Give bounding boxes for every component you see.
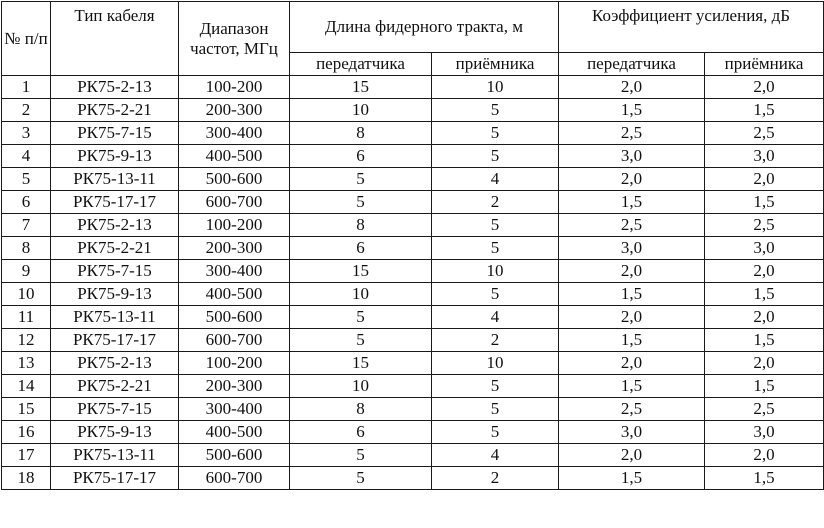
cell-gain-receiver: 2,0 — [705, 444, 824, 467]
cell-gain-receiver: 1,5 — [705, 283, 824, 306]
table-header — [2, 2, 824, 76]
cell-gain-transmitter: 2,0 — [559, 352, 705, 375]
cell-length-transmitter: 5 — [290, 306, 432, 329]
cell-num: 12 — [2, 329, 51, 352]
cell-cable-type: РК75-13-11 — [51, 168, 179, 191]
cell-length-receiver: 2 — [432, 329, 559, 352]
header-feeder-length: Длина фидерного тракта, м — [290, 2, 559, 53]
table-row — [2, 329, 824, 352]
cell-freq-range: 300-400 — [179, 122, 290, 145]
cell-freq-range: 500-600 — [179, 444, 290, 467]
cell-length-transmitter: 15 — [290, 352, 432, 375]
table-row — [2, 76, 824, 99]
cell-num: 7 — [2, 214, 51, 237]
table-row — [2, 99, 824, 122]
cell-gain-transmitter: 1,5 — [559, 375, 705, 398]
cell-cable-type: РК75-2-21 — [51, 237, 179, 260]
cell-length-receiver: 5 — [432, 145, 559, 168]
cell-cable-type: РК75-17-17 — [51, 191, 179, 214]
cell-num: 16 — [2, 421, 51, 444]
cell-num: 5 — [2, 168, 51, 191]
cell-cable-type: РК75-17-17 — [51, 467, 179, 490]
cell-gain-transmitter: 1,5 — [559, 191, 705, 214]
cell-num: 11 — [2, 306, 51, 329]
table-row — [2, 375, 824, 398]
cell-freq-range: 100-200 — [179, 214, 290, 237]
cell-cable-type: РК75-9-13 — [51, 421, 179, 444]
cell-gain-transmitter: 1,5 — [559, 329, 705, 352]
cell-length-transmitter: 10 — [290, 283, 432, 306]
cell-cable-type: РК75-17-17 — [51, 329, 179, 352]
cell-cable-type: РК75-9-13 — [51, 283, 179, 306]
cell-gain-transmitter: 1,5 — [559, 283, 705, 306]
cell-freq-range: 400-500 — [179, 421, 290, 444]
cable-parameters-table — [1, 1, 824, 490]
cell-gain-receiver: 1,5 — [705, 375, 824, 398]
header-gain-receiver: приёмника — [705, 53, 824, 76]
table-row — [2, 398, 824, 421]
cell-cable-type: РК75-9-13 — [51, 145, 179, 168]
cell-length-receiver: 10 — [432, 76, 559, 99]
header-num: № п/п — [2, 2, 51, 76]
cell-freq-range: 200-300 — [179, 237, 290, 260]
cell-length-receiver: 5 — [432, 283, 559, 306]
cell-gain-receiver: 3,0 — [705, 145, 824, 168]
cell-gain-transmitter: 1,5 — [559, 467, 705, 490]
cell-length-transmitter: 5 — [290, 191, 432, 214]
header-length-receiver: приёмника — [432, 53, 559, 76]
cell-num: 15 — [2, 398, 51, 421]
cell-cable-type: РК75-13-11 — [51, 306, 179, 329]
header-gain-transmitter: передатчика — [559, 53, 705, 76]
cell-freq-range: 300-400 — [179, 398, 290, 421]
cell-gain-receiver: 3,0 — [705, 421, 824, 444]
cell-length-receiver: 5 — [432, 99, 559, 122]
header-freq-range: Диапазон частот, МГц — [179, 2, 290, 76]
cell-length-transmitter: 5 — [290, 467, 432, 490]
cell-num: 10 — [2, 283, 51, 306]
cell-gain-receiver: 2,5 — [705, 398, 824, 421]
cell-num: 9 — [2, 260, 51, 283]
cell-freq-range: 100-200 — [179, 352, 290, 375]
cell-length-transmitter: 10 — [290, 375, 432, 398]
header-cable-type: Тип кабеля — [51, 2, 179, 76]
cell-gain-receiver: 1,5 — [705, 99, 824, 122]
cell-gain-transmitter: 2,0 — [559, 260, 705, 283]
cell-gain-transmitter: 2,0 — [559, 76, 705, 99]
table-row — [2, 306, 824, 329]
cell-length-transmitter: 6 — [290, 237, 432, 260]
cell-num: 18 — [2, 467, 51, 490]
cell-length-transmitter: 5 — [290, 444, 432, 467]
cell-cable-type: РК75-2-21 — [51, 375, 179, 398]
cell-freq-range: 400-500 — [179, 145, 290, 168]
cell-gain-receiver: 2,5 — [705, 122, 824, 145]
cell-length-transmitter: 8 — [290, 398, 432, 421]
cell-num: 8 — [2, 237, 51, 260]
cell-cable-type: РК75-13-11 — [51, 444, 179, 467]
cell-length-receiver: 4 — [432, 306, 559, 329]
cell-length-transmitter: 6 — [290, 421, 432, 444]
cell-cable-type: РК75-7-15 — [51, 260, 179, 283]
cell-gain-transmitter: 2,5 — [559, 122, 705, 145]
table-row — [2, 214, 824, 237]
cell-num: 13 — [2, 352, 51, 375]
cell-gain-receiver: 1,5 — [705, 329, 824, 352]
cell-length-transmitter: 8 — [290, 214, 432, 237]
cell-num: 14 — [2, 375, 51, 398]
cell-cable-type: РК75-2-13 — [51, 352, 179, 375]
cell-num: 17 — [2, 444, 51, 467]
table-row — [2, 145, 824, 168]
header-gain: Коэффициент усиления, дБ — [559, 2, 824, 53]
cell-gain-receiver: 3,0 — [705, 237, 824, 260]
cell-gain-transmitter: 3,0 — [559, 421, 705, 444]
cell-length-transmitter: 15 — [290, 76, 432, 99]
cell-freq-range: 200-300 — [179, 375, 290, 398]
cell-length-receiver: 5 — [432, 122, 559, 145]
cell-length-transmitter: 15 — [290, 260, 432, 283]
cell-gain-receiver: 2,0 — [705, 76, 824, 99]
cell-gain-receiver: 2,0 — [705, 168, 824, 191]
cell-length-receiver: 5 — [432, 214, 559, 237]
cell-length-transmitter: 6 — [290, 145, 432, 168]
table-row — [2, 283, 824, 306]
cell-freq-range: 500-600 — [179, 168, 290, 191]
cell-num: 6 — [2, 191, 51, 214]
table-row — [2, 260, 824, 283]
cell-length-receiver: 4 — [432, 444, 559, 467]
cell-length-receiver: 5 — [432, 398, 559, 421]
cell-gain-receiver: 2,0 — [705, 306, 824, 329]
cell-freq-range: 100-200 — [179, 76, 290, 99]
cell-length-receiver: 2 — [432, 191, 559, 214]
cell-length-receiver: 10 — [432, 260, 559, 283]
table-row — [2, 168, 824, 191]
cell-gain-transmitter: 3,0 — [559, 145, 705, 168]
cell-length-transmitter: 5 — [290, 168, 432, 191]
cell-length-receiver: 5 — [432, 421, 559, 444]
cell-length-receiver: 2 — [432, 467, 559, 490]
cell-gain-transmitter: 2,0 — [559, 444, 705, 467]
cell-length-receiver: 5 — [432, 375, 559, 398]
header-row-top — [2, 2, 824, 53]
table-row — [2, 421, 824, 444]
cell-num: 1 — [2, 76, 51, 99]
cell-cable-type: РК75-7-15 — [51, 122, 179, 145]
cell-cable-type: РК75-2-13 — [51, 76, 179, 99]
cell-length-transmitter: 5 — [290, 329, 432, 352]
cell-num: 3 — [2, 122, 51, 145]
cell-length-transmitter: 10 — [290, 99, 432, 122]
table-row — [2, 352, 824, 375]
cell-gain-receiver: 2,5 — [705, 214, 824, 237]
cell-gain-receiver: 2,0 — [705, 352, 824, 375]
cell-freq-range: 600-700 — [179, 467, 290, 490]
cell-freq-range: 600-700 — [179, 191, 290, 214]
table-body — [2, 76, 824, 490]
cell-gain-transmitter: 2,0 — [559, 306, 705, 329]
cell-length-receiver: 5 — [432, 237, 559, 260]
cell-cable-type: РК75-7-15 — [51, 398, 179, 421]
cell-num: 4 — [2, 145, 51, 168]
cell-length-receiver: 4 — [432, 168, 559, 191]
table-row — [2, 467, 824, 490]
header-length-transmitter: передатчика — [290, 53, 432, 76]
cell-gain-transmitter: 1,5 — [559, 99, 705, 122]
cell-length-transmitter: 8 — [290, 122, 432, 145]
cell-freq-range: 400-500 — [179, 283, 290, 306]
table-row — [2, 237, 824, 260]
cell-freq-range: 300-400 — [179, 260, 290, 283]
cell-cable-type: РК75-2-13 — [51, 214, 179, 237]
table-row — [2, 444, 824, 467]
cell-gain-receiver: 2,0 — [705, 260, 824, 283]
cell-freq-range: 500-600 — [179, 306, 290, 329]
cell-gain-transmitter: 2,5 — [559, 398, 705, 421]
table-row — [2, 191, 824, 214]
cell-freq-range: 200-300 — [179, 99, 290, 122]
cell-cable-type: РК75-2-21 — [51, 99, 179, 122]
table-row — [2, 122, 824, 145]
cell-gain-transmitter: 3,0 — [559, 237, 705, 260]
cell-gain-receiver: 1,5 — [705, 467, 824, 490]
cell-num: 2 — [2, 99, 51, 122]
cell-length-receiver: 10 — [432, 352, 559, 375]
cell-gain-receiver: 1,5 — [705, 191, 824, 214]
cell-gain-transmitter: 2,5 — [559, 214, 705, 237]
cell-freq-range: 600-700 — [179, 329, 290, 352]
cell-gain-transmitter: 2,0 — [559, 168, 705, 191]
